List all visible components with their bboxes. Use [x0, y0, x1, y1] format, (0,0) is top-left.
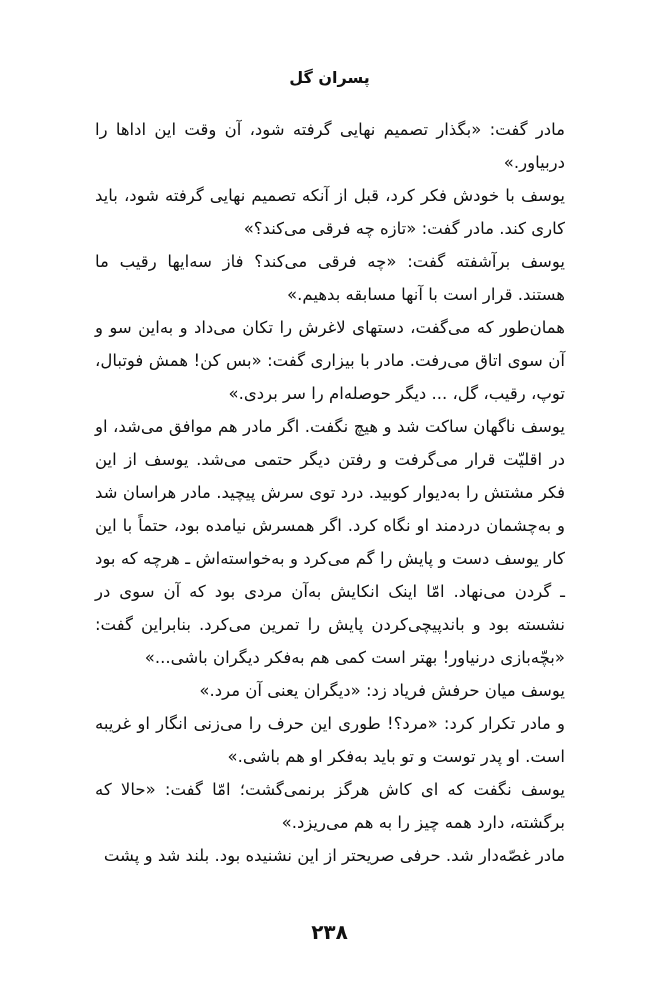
paragraph: مادر غصّه‌دار شد. حرفی صریحتر از این نشنیده بود. بلند شد و پشت [103, 846, 565, 865]
paragraph: یوسف نگفت که ای کاش هرگز برنمی‌گشت؛ امّا گفت: «حالا که برگشته، دارد همه چیز را به هم می‌ریزد.» [95, 780, 565, 832]
page-number: ۲۳۸ [311, 920, 348, 944]
paragraph: مادر گفت: «بگذار تصمیم نهایی گرفته شود، آن وقت این اداها را دربیاور.» [95, 120, 565, 172]
paragraph: و مادر تکرار کرد: «مرد؟! طوری این حرف را می‌زنی انگار او غریبه است. او پدر توست و تو باید به‌فکر او هم باشی.» [95, 714, 565, 766]
paragraph: یوسف با خودش فکر کرد، قبل از آنکه تصمیم نهایی گرفته شود، باید کاری کند. مادر گفت: «تازه چه فرقی می‌کند؟» [95, 186, 565, 238]
running-header: پسران گل [289, 68, 370, 87]
paragraph: یوسف میان حرفش فریاد زد: «دیگران یعنی آن مرد.» [199, 681, 565, 700]
paragraph: یوسف برآشفته گفت: «چه فرقی می‌کند؟ فاز سه‌ایها رقیب ما هستند. قرار است با آنها مسابقه بدهیم.» [95, 252, 565, 304]
body-text [95, 113, 565, 872]
paragraph: یوسف ناگهان ساکت شد و هیچ نگفت. اگر مادر هم موافق می‌شد، او در اقلیّت قرار می‌گرفت و رفتن دیگر حتمی می‌شد. یوسف از این فکر مشتش را به‌دیوار کوبید. درد توی سرش پیچید. مادر هراسان شد و به‌چشمان دردمند او نگاه کرد. اگر همسرش نیامده بود، حتماً با این کار یوسف دست و پایش را گم می‌کرد و به‌خواسته‌اش ـ هرچه که بود ـ گردن می‌نهاد. امّا اینک انکایش به‌آن مردی بود که آن سوی در نشسته بود و باندپیچی‌کردن پایش را تمرین می‌کرد. بنابراین گفت: «بچّه‌بازی درنیاور! بهتر است کمی هم به‌فکر دیگران باشی...» [95, 417, 565, 667]
paragraph: همان‌طور که می‌گفت، دستهای لاغرش را تکان می‌داد و به‌این سو و آن سوی اتاق می‌رفت. مادر با بیزاری گفت: «بس کن! همش فوتبال، توپ، رقیب، گل، ... دیگر حوصله‌ام را سر بردی.» [95, 318, 565, 403]
